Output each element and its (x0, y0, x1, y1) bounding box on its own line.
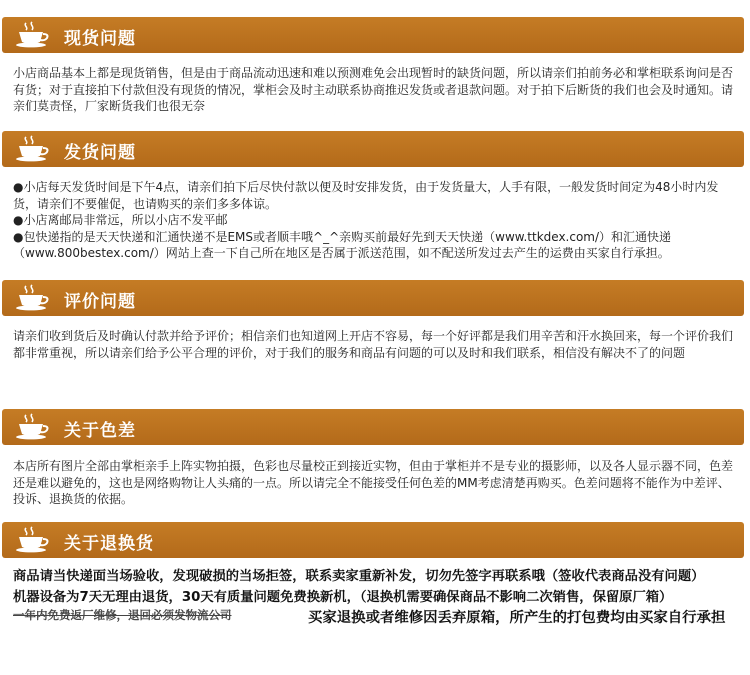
section-header-color-difference (2, 409, 744, 445)
paragraph: ●小店每天发货时间是下午4点，请亲们拍下后尽快付款以便及时安排发货，由于发货量大，人手有限，一般发货时间定为48小时内发货，请亲们不要催促，也请购买的亲们多多体谅。 (13, 180, 719, 211)
section-title: 评价问题 (64, 292, 136, 312)
section-title: 关于色差 (64, 421, 136, 441)
section-body-stock (13, 65, 738, 115)
coffee-cup-icon (12, 283, 56, 313)
paragraph: 本店所有图片全部由掌柜亲手上阵实物拍摄，色彩也尽量校正到接近实物，但由于掌柜并不是专业的摄影师，以及各人显示器不同，色差还是难以避免的，这也是网络购物让人头痛的一点。所以请完全不能接受任何色差的MM考虑清楚再购买。色差问题将不能作为中差评、投诉、退换货的依据。 (13, 459, 734, 506)
section-title: 现货问题 (64, 29, 136, 49)
policy-line: 商品请当快递面当场验收，发现破损的当场拒签，联系卖家重新补发，切勿先签字再联系哦（签收代表商品没有问题） (13, 569, 705, 584)
policy-line: 买家退换或者维修因丢弃原箱，所产生的打包费均由买家自行承担 (308, 610, 726, 626)
section-body-color-difference (13, 458, 738, 508)
section-body-reviews (13, 328, 738, 361)
coffee-cup-icon (12, 20, 56, 50)
section-header-reviews (2, 280, 744, 316)
policy-line: 一年内免费返厂维修，退回必须发物流公司 (13, 608, 232, 622)
section-header-returns (2, 522, 744, 558)
paragraph: ●小店离邮局非常远，所以小店不发平邮 (13, 213, 228, 227)
coffee-cup-icon (12, 525, 56, 555)
section-title: 关于退换货 (64, 534, 154, 554)
paragraph: 请亲们收到货后及时确认付款并给予评价；相信亲们也知道网上开店不容易，每一个好评都是我们用辛苦和汗水换回来，每一个评价我们都非常重视，所以请亲们给予公平合理的评价，对于我们的服务和商品有问题的可以及时和我们联系，相信没有解决不了的问题 (13, 329, 734, 360)
policy-line: 机器设备为7天无理由退货，30天有质量问题免费换新机，（退换机需要确保商品不影响二次销售，保留原厂箱） (13, 590, 673, 605)
section-header-shipping (2, 131, 744, 167)
section-title: 发货问题 (64, 143, 136, 163)
coffee-cup-icon (12, 134, 56, 164)
section-body-returns (13, 566, 748, 629)
coffee-cup-icon (12, 412, 56, 442)
policy-line-group (13, 608, 748, 629)
section-header-stock (2, 17, 744, 53)
paragraph: 小店商品基本上都是现货销售，但是由于商品流动迅速和难以预测难免会出现暂时的缺货问题，所以请亲们拍前务必和掌柜联系询问是否有货；对于直接拍下付款但没有现货的情况，掌柜会及时主动联系协商推迟发货或者退款问题。对于拍下后断货的我们也会及时通知。请亲们莫责怪，厂家断货我们也很无奈 (13, 66, 734, 113)
section-body-shipping (13, 179, 738, 262)
paragraph: ●包快递指的是天天快递和汇通快递不是EMS或者顺丰哦^_^亲购买前最好先到天天快递（www.ttkdex.com/）和汇通快递（www.800bestex.com/）网站上查一下自己所在地区是否属于派送范围，如不配送所发过去产生的运费由买家自行承担。 (13, 229, 672, 260)
